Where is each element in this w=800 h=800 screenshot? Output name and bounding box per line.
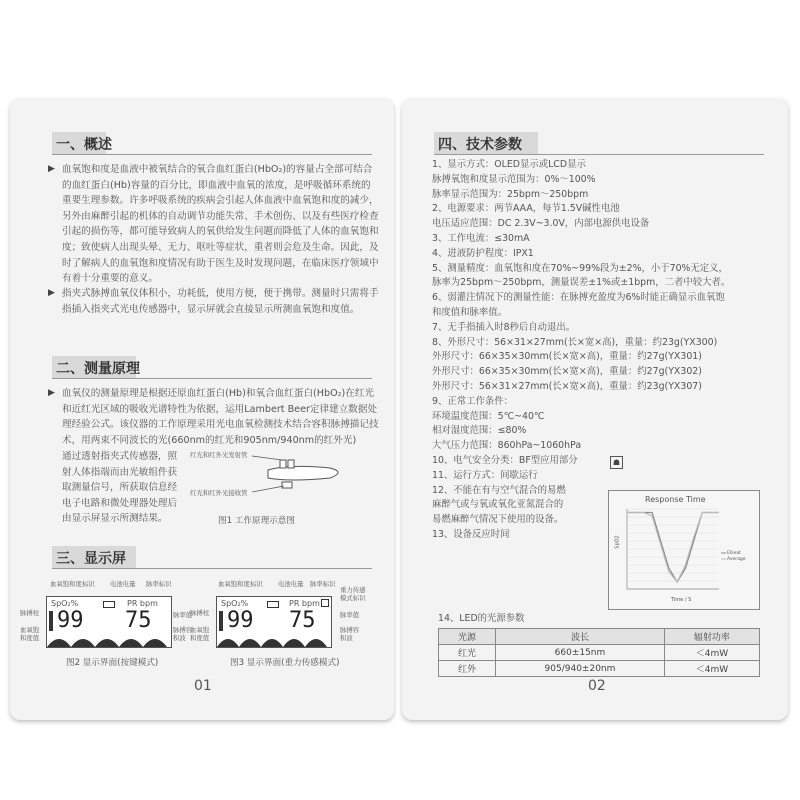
fig3-pr-value: 75 — [289, 608, 316, 633]
table-header-row — [439, 629, 760, 645]
spec-line: 12、不能在有与空气混合的易燃 — [432, 484, 566, 496]
section-title-principle: 二、测量原理 — [52, 356, 372, 379]
table-header: 辐射功率 — [664, 629, 759, 645]
figure-3-caption: 图3 显示界面(重力传感模式) — [230, 658, 340, 668]
fig2-pr-value-label: 脉率值 — [173, 611, 193, 619]
fig3-oled-screen — [216, 596, 332, 648]
spec-line: 脉率为25bpm～250bpm，测量误差±1%或±1bpm，二者中较大者。 — [432, 277, 731, 289]
table-cell: ＜4mW — [664, 645, 759, 661]
spec-line: 大气压力范围：860hPa~1060hPa — [432, 440, 582, 452]
battery-icon — [267, 601, 279, 608]
fig3-spo2-value: 99 — [227, 608, 254, 633]
table-cell: 红外 — [439, 661, 496, 677]
plethysmograph-wave — [47, 631, 171, 647]
table-header: 波长 — [496, 629, 665, 645]
table-cell: 905/940±20nm — [496, 661, 665, 677]
fig2-spo2-mark-label: 血氧饱和度标识 — [50, 580, 95, 588]
chart-plot — [609, 491, 759, 609]
led-parameter-table — [438, 628, 760, 677]
fig3-pr-value-label: 脉率值 — [340, 611, 360, 619]
spec-line: 电压适应范围：DC 2.3V~3.0V，内部电源供电设备 — [432, 218, 650, 230]
spec-line: 相对湿度范围：≤80% — [432, 425, 527, 437]
fig2-spo2-value: 99 — [57, 608, 84, 633]
principle-paragraph-1: ▶ 血氧仪的测量原理是根据还原血红蛋白(Hb)和氧合血红蛋白(HbO₂)在红光和近红光区域的吸收光谱特性为依据，运用Lambert Beer定律建立数据处理经验公式。该仪器的工作原理采用光电血氧检测技术结合容积脉搏描记技术，用两束不同波长的光(660nm的红光和905nm/940nm的红外光) — [48, 388, 379, 446]
overview-paragraph-1: ▶ 血氧饱和度是血液中被氧结合的氧合血红蛋白(HbO₂)的容量占全部可结合的血红蛋白(Hb)容量的百分比，即血液中血氧的浓度，是呼吸循环系统的重要生理参数。许多呼吸系统的疾病会引起人体血液中血氧饱和度的减少，另外由麻醉引起的机体的自动调节功能失常、手术创伤、以及有些医疗检查引起的损伤等，都可能导致病人的氧供给发生问题而降低了人体的血氧饱和度；致使病人出现头晕、无力、呕吐等症状，重者则会危及生命。因此，及时了解病人的血氧饱和度情况有助于医生及时发现问题，在临床医疗领域中有着十分重要的意义。 — [48, 164, 379, 285]
spec-line: 9、正常工作条件： — [432, 395, 513, 407]
spec-line: 外形尺寸：56×31×27mm(长×宽×高)，重量：约23g(YX307) — [432, 380, 702, 392]
spec-line: 麻醉气或与氧或氧化亚氮混合的 — [432, 499, 564, 511]
spec-line: 易燃麻醉气情况下使用的设备。 — [432, 514, 564, 526]
emitter-label: 红光和红外光发射管 — [190, 451, 248, 459]
right-page — [402, 98, 788, 720]
fig3-spo2-symbol: SpO₂% — [221, 599, 249, 608]
fig3-spo2-mark-label: 血氧饱和度标识 — [218, 580, 263, 588]
page-number: 02 — [588, 678, 606, 694]
figure-1-caption: 图1 工作原理示意图 — [218, 516, 295, 526]
chart-xlabel: Time / S — [671, 597, 692, 603]
led-table-title: 14、LED的光源参数 — [438, 613, 525, 624]
spec-line: 8、外形尺寸：56×31×27mm(长×宽×高)，重量：约23g(YX300) — [432, 336, 718, 348]
emitter-led — [288, 460, 294, 468]
spec-line: 和度值和脉率值。 — [432, 306, 508, 318]
receiver-label: 红光和红外光接收管 — [190, 489, 248, 497]
bf-type-icon: ☗ — [610, 456, 623, 469]
spec-line: 11、运行方式：间歇运行 — [432, 469, 538, 481]
principle-paragraph-2: 通过透射指夹式传感器，照射人体指端而由光敏组件获取测量信号，所获取信息经电子电路和微处理器处理后由显示屏显示所测结果。 — [62, 451, 178, 525]
pulse-bar — [219, 611, 223, 631]
section-title-overview: 一、概述 — [52, 132, 372, 155]
spec-line: 10、电气安全分类：BF型应用部分 — [432, 454, 578, 466]
spec-line: 1、显示方式：OLED显示或LCD显示 — [432, 159, 586, 170]
left-page — [10, 98, 394, 720]
spec-line: 7、无手指插入时8秒后自动退出。 — [432, 321, 576, 333]
pulse-bar — [49, 611, 53, 631]
page-number: 01 — [194, 678, 212, 694]
table-header: 光源 — [439, 629, 496, 645]
table-cell: 红光 — [439, 645, 496, 661]
spec-line: 3、工作电流：≤30mA — [432, 232, 530, 244]
spec-line: 脉搏氧饱和度显示范围为：0%～100% — [432, 173, 596, 185]
fig2-oled-screen — [46, 596, 172, 648]
finger-shape — [268, 466, 338, 480]
fig2-pr-mark-label: 脉率标识 — [146, 580, 172, 588]
table-row — [439, 645, 760, 661]
spec-line: 外形尺寸：66×35×30mm(长×宽×高)，重量：约27g(YX301) — [432, 351, 702, 363]
table-cell: ＜4mW — [664, 661, 759, 677]
fig3-bar-label: 脉搏柱 — [190, 609, 210, 617]
fig3-pr-symbol: PR bpm — [289, 599, 320, 608]
chart-legend-2: Average — [727, 557, 746, 562]
table-cell: 660±15nm — [496, 645, 665, 661]
chart-legend-1: Ellieat — [727, 551, 741, 556]
emitter-led — [280, 460, 286, 468]
fig3-gravity-label: 重力传感 模式标识 — [340, 586, 366, 602]
section-title-display: 三、显示屏 — [52, 546, 372, 569]
spec-line: 外形尺寸：66×35×30mm(长×宽×高)，重量：约27g(YX302) — [432, 366, 702, 378]
table-row — [439, 661, 760, 677]
figure-2-caption: 图2 显示界面(按键模式) — [66, 658, 159, 668]
fig2-battery-label: 电池电量 — [110, 580, 136, 588]
chart-series-1 — [627, 512, 719, 582]
fig2-pr-symbol: PR bpm — [127, 599, 158, 608]
fig3-battery-label: 电池电量 — [278, 580, 304, 588]
overview-paragraph-2: ▶ 指夹式脉搏血氧仪体积小，功耗低，使用方便，便于携带。测量时只需将手指插入指夹式光电传感器中，显示屏就会直接显示所测血氧饱和度值。 — [48, 288, 379, 315]
spec-line: 13、设备反应时间 — [432, 528, 510, 540]
spec-line: 脉率显示范围为：25bpm～250bpm — [432, 188, 589, 200]
fig2-bar-label: 脉搏柱 — [20, 609, 40, 617]
response-time-chart — [608, 490, 760, 610]
bullet-arrow-icon: ▶ — [48, 288, 55, 298]
spec-line: 6、弱灌注情况下的测量性能：在脉搏充盈度为6%时能正确显示血氧饱 — [432, 292, 725, 304]
spec-line: 环境温度范围：5℃~40℃ — [432, 410, 545, 422]
fig2-spo2-value-label: 血氧饱 和度值 — [20, 626, 40, 642]
plethysmograph-wave — [217, 631, 331, 647]
fig2-spo2-symbol: SpO₂% — [51, 599, 79, 608]
fig2-pr-value: 75 — [125, 608, 152, 633]
chart-series-2 — [627, 512, 719, 582]
bullet-arrow-icon: ▶ — [48, 388, 55, 398]
spec-line: 4、进液防护程度：IPX1 — [432, 247, 534, 259]
chart-ylabel: SpO2 — [614, 535, 621, 549]
fig3-spo2-value-label: 血氧饱 和度值 — [190, 626, 210, 642]
spec-line: 2、电源要求：两节AAA，每节1.5V碱性电池 — [432, 203, 620, 215]
section-title-specs: 四、技术参数 — [434, 132, 764, 155]
spec-list — [432, 158, 730, 543]
fig3-pleth-label: 脉搏容 积波 — [340, 626, 360, 642]
chart-title: Response Time — [645, 495, 706, 504]
gravity-mode-icon — [321, 599, 329, 607]
receiver-photodiode — [282, 482, 292, 488]
fig3-pr-mark-label: 脉率标识 — [310, 580, 336, 588]
fig2-pleth-label: 脉搏容 积波 — [173, 626, 193, 642]
battery-icon — [103, 601, 115, 608]
bullet-arrow-icon: ▶ — [48, 164, 55, 174]
spec-line: 5、测量精度：血氧饱和度在70%~99%段为±2%，小于70%无定义， — [432, 262, 728, 274]
